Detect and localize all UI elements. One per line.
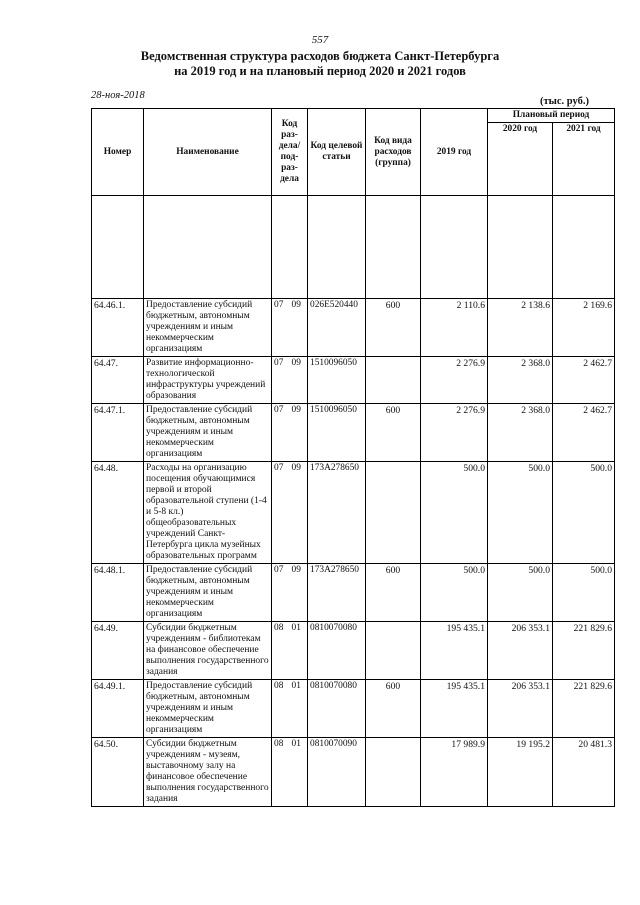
row-subsection: 09 bbox=[290, 564, 308, 622]
header-year-2020: 2020 год bbox=[488, 123, 553, 196]
table-row bbox=[92, 564, 615, 622]
table-row bbox=[92, 404, 615, 462]
row-target-code: 1510096050 bbox=[308, 357, 366, 404]
row-subsection: 01 bbox=[290, 738, 308, 807]
header-year-2021: 2021 год bbox=[553, 123, 615, 196]
units-label: (тыс. руб.) bbox=[540, 96, 589, 107]
row-subsection: 01 bbox=[290, 622, 308, 680]
header-section-code: Код раз-дела/ под-раз-дела bbox=[272, 109, 308, 196]
row-name: Предоставление субсидий бюджетным, автономным учреждениям и иным некоммерческим организациям bbox=[144, 680, 272, 738]
row-name: Предоставление субсидий бюджетным, автономным учреждениям и иным некоммерческим организациям bbox=[144, 404, 272, 462]
row-target-code: 173A278650 bbox=[308, 564, 366, 622]
row-subsection: 01 bbox=[290, 680, 308, 738]
row-2020: 206 353.1 bbox=[488, 680, 553, 738]
row-2019: 17 989.9 bbox=[421, 738, 488, 807]
row-2021: 221 829.6 bbox=[553, 680, 615, 738]
row-target-code: 173A278650 bbox=[308, 462, 366, 564]
header-expense-kind: Код вида расходов (группа) bbox=[366, 109, 421, 196]
header-name: Наименование bbox=[144, 109, 272, 196]
row-expense-kind bbox=[366, 622, 421, 680]
row-2021: 221 829.6 bbox=[553, 622, 615, 680]
page-number: 557 bbox=[311, 34, 329, 46]
table-row bbox=[92, 462, 615, 564]
row-name: Предоставление субсидий бюджетным, автономным учреждениям и иным некоммерческим организациям bbox=[144, 299, 272, 357]
row-2021: 500.0 bbox=[553, 462, 615, 564]
row-section: 08 bbox=[272, 738, 290, 807]
header-target-code: Код целевой статьи bbox=[308, 109, 366, 196]
row-section: 07 bbox=[272, 299, 290, 357]
title-line-2: на 2019 год и на плановый период 2020 и 2021 годов bbox=[174, 64, 466, 78]
row-expense-kind bbox=[366, 462, 421, 564]
row-number: 64.50. bbox=[92, 738, 144, 807]
table-row bbox=[92, 357, 615, 404]
document-title bbox=[60, 49, 580, 79]
row-target-code: 026E520440 bbox=[308, 299, 366, 357]
row-number: 64.49. bbox=[92, 622, 144, 680]
row-name: Субсидии бюджетным учреждениям - библиотекам на финансовое обеспечение выполнения государственного задания bbox=[144, 622, 272, 680]
row-name: Развитие информационно-технологической инфраструктуры учреждений образования bbox=[144, 357, 272, 404]
row-section: 07 bbox=[272, 564, 290, 622]
row-2019: 2 276.9 bbox=[421, 357, 488, 404]
row-name: Предоставление субсидий бюджетным, автономным учреждениям и иным некоммерческим организациям bbox=[144, 564, 272, 622]
row-target-code: 0810070090 bbox=[308, 738, 366, 807]
row-section: 08 bbox=[272, 622, 290, 680]
title-line-1: Ведомственная структура расходов бюджета Санкт-Петербурга bbox=[140, 49, 500, 63]
row-expense-kind: 600 bbox=[366, 680, 421, 738]
row-2021: 2 169.6 bbox=[553, 299, 615, 357]
row-2019: 2 110.6 bbox=[421, 299, 488, 357]
header-spacer-row bbox=[92, 196, 615, 299]
row-2020: 500.0 bbox=[488, 462, 553, 564]
row-target-code: 0810070080 bbox=[308, 622, 366, 680]
row-2020: 2 138.6 bbox=[488, 299, 553, 357]
row-section: 08 bbox=[272, 680, 290, 738]
row-2019: 2 276.9 bbox=[421, 404, 488, 462]
row-2020: 2 368.0 bbox=[488, 357, 553, 404]
row-section: 07 bbox=[272, 462, 290, 564]
row-2020: 2 368.0 bbox=[488, 404, 553, 462]
budget-table bbox=[91, 108, 615, 807]
table-row bbox=[92, 299, 615, 357]
row-number: 64.46.1. bbox=[92, 299, 144, 357]
header-year-2019: 2019 год bbox=[421, 109, 488, 196]
row-2021: 2 462.7 bbox=[553, 404, 615, 462]
row-name: Расходы на организацию посещения обучающимися первой и второй образовательной ступени (1-4 и 5-8 кл.) общеобразовательных учреждений Санкт-Петербурга цикла музейных образовательных программ bbox=[144, 462, 272, 564]
row-number: 64.47.1. bbox=[92, 404, 144, 462]
row-number: 64.49.1. bbox=[92, 680, 144, 738]
header-planning-period: Плановый период bbox=[488, 109, 615, 123]
row-target-code: 0810070080 bbox=[308, 680, 366, 738]
row-expense-kind bbox=[366, 738, 421, 807]
row-target-code: 1510096050 bbox=[308, 404, 366, 462]
row-2019: 195 435.1 bbox=[421, 622, 488, 680]
row-number: 64.47. bbox=[92, 357, 144, 404]
row-expense-kind: 600 bbox=[366, 299, 421, 357]
row-subsection: 09 bbox=[290, 299, 308, 357]
table-row bbox=[92, 738, 615, 807]
row-subsection: 09 bbox=[290, 462, 308, 564]
row-2021: 2 462.7 bbox=[553, 357, 615, 404]
table-row bbox=[92, 622, 615, 680]
row-section: 07 bbox=[272, 357, 290, 404]
table-row bbox=[92, 680, 615, 738]
row-number: 64.48.1. bbox=[92, 564, 144, 622]
row-2021: 20 481.3 bbox=[553, 738, 615, 807]
row-2020: 500.0 bbox=[488, 564, 553, 622]
row-2020: 19 195.2 bbox=[488, 738, 553, 807]
document-date: 28-ноя-2018 bbox=[91, 90, 145, 101]
row-expense-kind bbox=[366, 357, 421, 404]
row-2019: 500.0 bbox=[421, 564, 488, 622]
row-expense-kind: 600 bbox=[366, 564, 421, 622]
row-number: 64.48. bbox=[92, 462, 144, 564]
row-subsection: 09 bbox=[290, 357, 308, 404]
row-subsection: 09 bbox=[290, 404, 308, 462]
row-2020: 206 353.1 bbox=[488, 622, 553, 680]
row-name: Субсидии бюджетным учреждениям - музеям, выставочному залу на финансовое обеспечение выполнения государственного задания bbox=[144, 738, 272, 807]
row-section: 07 bbox=[272, 404, 290, 462]
row-2019: 500.0 bbox=[421, 462, 488, 564]
header-number: Номер bbox=[92, 109, 144, 196]
row-2021: 500.0 bbox=[553, 564, 615, 622]
row-2019: 195 435.1 bbox=[421, 680, 488, 738]
row-expense-kind: 600 bbox=[366, 404, 421, 462]
